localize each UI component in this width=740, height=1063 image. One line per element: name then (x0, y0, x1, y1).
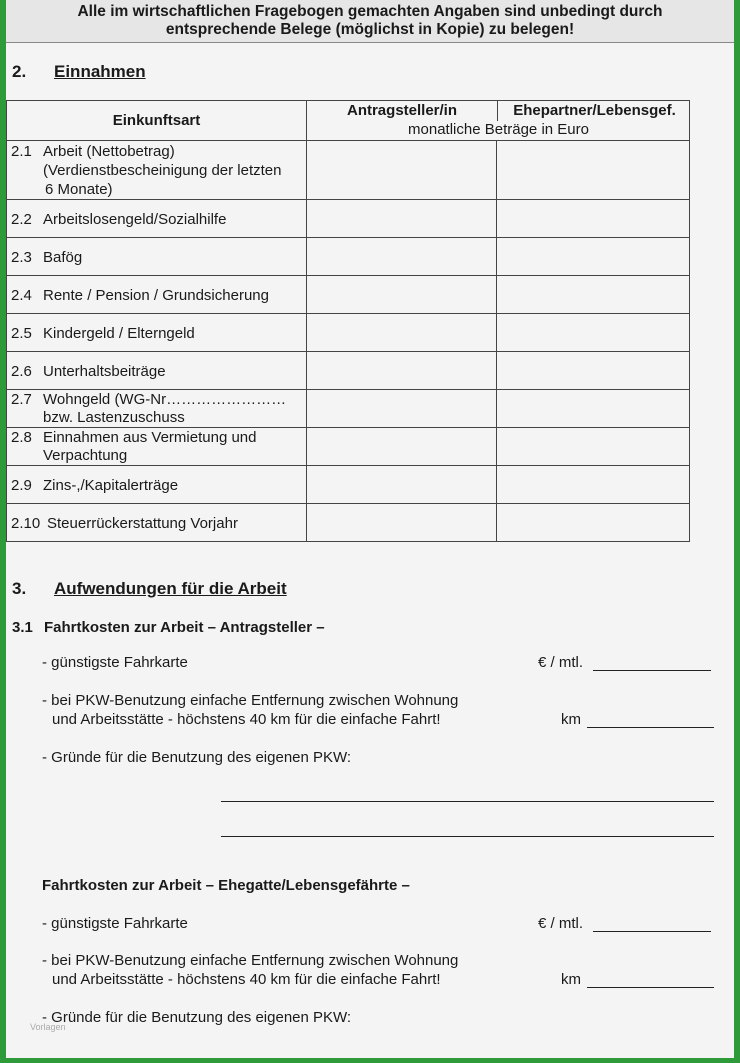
antragsteller-input-cell[interactable] (307, 428, 497, 466)
notice-line-1: Alle im wirtschaftlichen Fragebogen gemachten Angaben sind unbedingt durch (77, 3, 663, 20)
amount-subheader: monatliche Beträge in Euro (408, 121, 589, 138)
col-einkunftsart: Einkunftsart (7, 101, 307, 141)
antragsteller-input-cell[interactable] (307, 200, 497, 238)
spouse-pkw-label-line-1: - bei PKW-Benutzung einfache Entfernung zwischen Wohnung (42, 952, 459, 969)
subsection-spouse-heading: Fahrtkosten zur Arbeit – Ehegatte/Lebensgefährte – (42, 877, 410, 894)
table-row: 2.4 Rente / Pension / Grundsicherung (7, 276, 690, 314)
form-page (6, 0, 734, 1058)
antragsteller-input-cell[interactable] (307, 276, 497, 314)
antragsteller-input-cell[interactable] (307, 141, 497, 200)
amount-header (307, 101, 690, 141)
section-2-heading (12, 62, 146, 82)
spouse-km-input-line[interactable] (587, 987, 714, 988)
table-row: 2.3 Bafög (7, 238, 690, 276)
table-row: 2.1 Arbeit (Nettobetrag) (Verdienstbescheinigung der letzten 6 Monate) (7, 141, 690, 200)
antragsteller-input-cell[interactable] (307, 314, 497, 352)
spouse-pkw-label-line-2: und Arbeitsstätte - höchstens 40 km für die einfache Fahrt! (52, 971, 441, 988)
table-row: 2.6 Unterhaltsbeiträge (7, 352, 690, 390)
subsection-3-1-title: Fahrtkosten zur Arbeit – Antragsteller – (44, 619, 325, 636)
ehepartner-input-cell[interactable] (497, 276, 690, 314)
fahrkarte-unit: € / mtl. (538, 654, 584, 671)
ehepartner-input-cell[interactable] (497, 200, 690, 238)
spouse-pkw-unit: km (561, 971, 581, 988)
ehepartner-input-cell[interactable] (497, 504, 690, 542)
col-antragsteller: Antragsteller/in (346, 102, 458, 119)
spouse-gruende-label: - Gründe für die Benutzung des eigenen PKW: (42, 1009, 352, 1026)
gruende-label: - Gründe für die Benutzung des eigenen PKW: (42, 749, 352, 766)
spouse-fahrkarte-label: - günstigste Fahrkarte (42, 915, 188, 932)
section-2-number: 2. (12, 62, 27, 81)
km-input-line[interactable] (587, 727, 714, 728)
ehepartner-input-cell[interactable] (497, 238, 690, 276)
antragsteller-input-cell[interactable] (307, 466, 497, 504)
ehepartner-input-cell[interactable] (497, 466, 690, 504)
ehepartner-input-cell[interactable] (497, 314, 690, 352)
notice-line-2: entsprechende Belege (möglichst in Kopie) zu belegen! (165, 21, 575, 38)
pkw-label-line-2: und Arbeitsstätte - höchstens 40 km für die einfache Fahrt! (52, 711, 441, 728)
pkw-unit: km (561, 711, 581, 728)
ehepartner-input-cell[interactable] (497, 141, 690, 200)
table-row: 2.2 Arbeitslosengeld/Sozialhilfe (7, 200, 690, 238)
antragsteller-input-cell[interactable] (307, 352, 497, 390)
table-row: 2.10 Steuerrückerstattung Vorjahr (7, 504, 690, 542)
pkw-label-line-1: - bei PKW-Benutzung einfache Entfernung zwischen Wohnung (42, 692, 459, 709)
spouse-fahrkarte-input-line[interactable] (593, 931, 711, 932)
income-table (6, 100, 690, 542)
antragsteller-input-cell[interactable] (307, 390, 497, 428)
table-row: 2.5 Kindergeld / Elterngeld (7, 314, 690, 352)
fahrkarte-label: - günstigste Fahrkarte (42, 654, 188, 671)
section-2-title: Einnahmen (54, 62, 146, 81)
spouse-fahrkarte-unit: € / mtl. (538, 915, 584, 932)
gruende-input-line-1[interactable] (221, 801, 714, 802)
fahrkarte-input-line[interactable] (593, 670, 711, 671)
income-table-header (7, 101, 690, 141)
col-ehepartner: Ehepartner/Lebensgef. (497, 101, 691, 121)
notice-banner (6, 0, 734, 43)
section-3-title: Aufwendungen für die Arbeit (54, 579, 287, 598)
ehepartner-input-cell[interactable] (497, 390, 690, 428)
antragsteller-input-cell[interactable] (307, 504, 497, 542)
section-3-number: 3. (12, 579, 27, 598)
table-row: 2.9 Zins-,/Kapitalerträge (7, 466, 690, 504)
ehepartner-input-cell[interactable] (497, 352, 690, 390)
antragsteller-input-cell[interactable] (307, 238, 497, 276)
table-row: 2.7 Wohngeld (WG-Nr…………………… bzw. Lastenzuschuss (7, 390, 690, 428)
section-3-heading (12, 579, 287, 599)
watermark-text: Vorlagen (30, 1022, 66, 1032)
ehepartner-input-cell[interactable] (497, 428, 690, 466)
table-row: 2.8 Einnahmen aus Vermietung und Verpachtung (7, 428, 690, 466)
subsection-3-1-number: 3.1 (12, 619, 33, 636)
gruende-input-line-2[interactable] (221, 836, 714, 837)
subsection-3-1-heading (12, 619, 325, 636)
